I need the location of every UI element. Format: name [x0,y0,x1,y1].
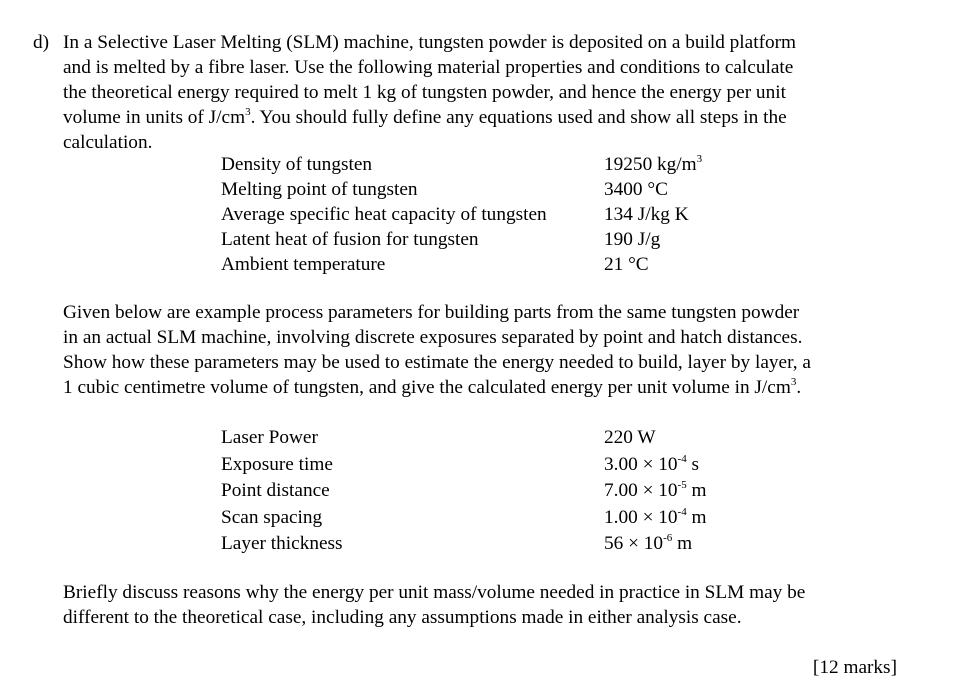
property-value: 21 °C [604,254,649,275]
discussion-paragraph [63,580,903,630]
superscript: -4 [677,452,687,465]
parameter-name: Exposure time [221,453,333,475]
superscript: 3 [245,106,251,118]
process-line-text: 1 cubic centimetre volume of tungsten, and give the calculated energy per unit volume in J/cm [63,377,791,398]
table-row [221,425,781,452]
property-value: 3400 °C [604,179,668,200]
parameter-value: $1.00 \times 10^{-4}$ m [604,505,707,528]
process-line: Given below are example process parameters for building parts from the same tungsten powder [63,302,800,323]
property-name: Density of tungsten [221,154,373,175]
process-line: Show how these parameters may be used to estimate the energy needed to build, layer by layer, a [63,352,811,373]
superscript: 3 [790,376,797,388]
parameter-name: Laser Power [221,427,318,448]
property-value: 134 J/kg K [604,204,689,225]
parameter-name: Layer thickness [221,533,343,554]
property-name: Average specific heat capacity of tungsten [221,204,547,225]
intro-paragraph [63,30,903,155]
table-row [221,452,781,479]
process-parameters-table [221,425,781,558]
intro-line [63,105,903,130]
table-row [221,227,781,252]
marks-label: [12 marks] [812,657,897,678]
table-row [221,252,781,277]
intro-line-text: volume in units of J/cm [63,107,246,128]
material-properties-table [221,152,781,277]
superscript: -6 [663,532,673,544]
intro-line: In a Selective Laser Melting (SLM) machine, tungsten powder is deposited on a build platform [63,32,797,53]
process-paragraph [63,300,903,400]
superscript: -4 [677,505,687,518]
property-value: 19250 $kg/m^3$ [604,153,703,175]
table-row [221,177,781,202]
intro-line: the theoretical energy required to melt 1 kg of tungsten powder, and hence the energy per unit [63,82,786,103]
table-row [221,531,781,558]
table-row [221,152,781,177]
parameter-value: $3.00 \times 10^{-4}$ s [604,452,700,475]
parameter-name: Point distance [221,480,330,501]
property-name: Melting point of tungsten [221,179,418,200]
parameter-name: Scan spacing [221,506,323,528]
table-row [221,202,781,227]
property-name: Latent heat of fusion for tungsten [221,229,479,250]
question-label: d) [33,32,50,53]
process-line: in an actual SLM machine, involving discrete exposures separated by point and hatch distances. [63,327,803,348]
superscript: -5 [677,479,687,491]
discussion-line: Briefly discuss reasons why the energy per unit mass/volume needed in practice in SLM may be [63,582,806,603]
discussion-line: different to the theoretical case, including any assumptions made in either analysis case. [63,607,742,628]
parameter-value: $56 \times 10^{-6}$ m [604,532,693,554]
parameter-value: $7.00 \times 10^{-5}$ m [604,479,707,501]
intro-line: and is melted by a fibre laser. Use the following material properties and conditions to calculate [63,57,794,78]
table-row [221,478,781,505]
intro-line-text: . You should fully define any equations used and show all steps in the [250,107,787,128]
process-line [63,375,903,400]
process-line-text: . [796,377,802,398]
intro-line: calculation. [63,132,153,153]
property-value: 190 J/g [604,229,661,250]
table-row [221,505,781,532]
superscript: 3 [696,153,703,165]
parameter-value: 220 W [604,427,656,448]
property-name: Ambient temperature [221,254,386,275]
